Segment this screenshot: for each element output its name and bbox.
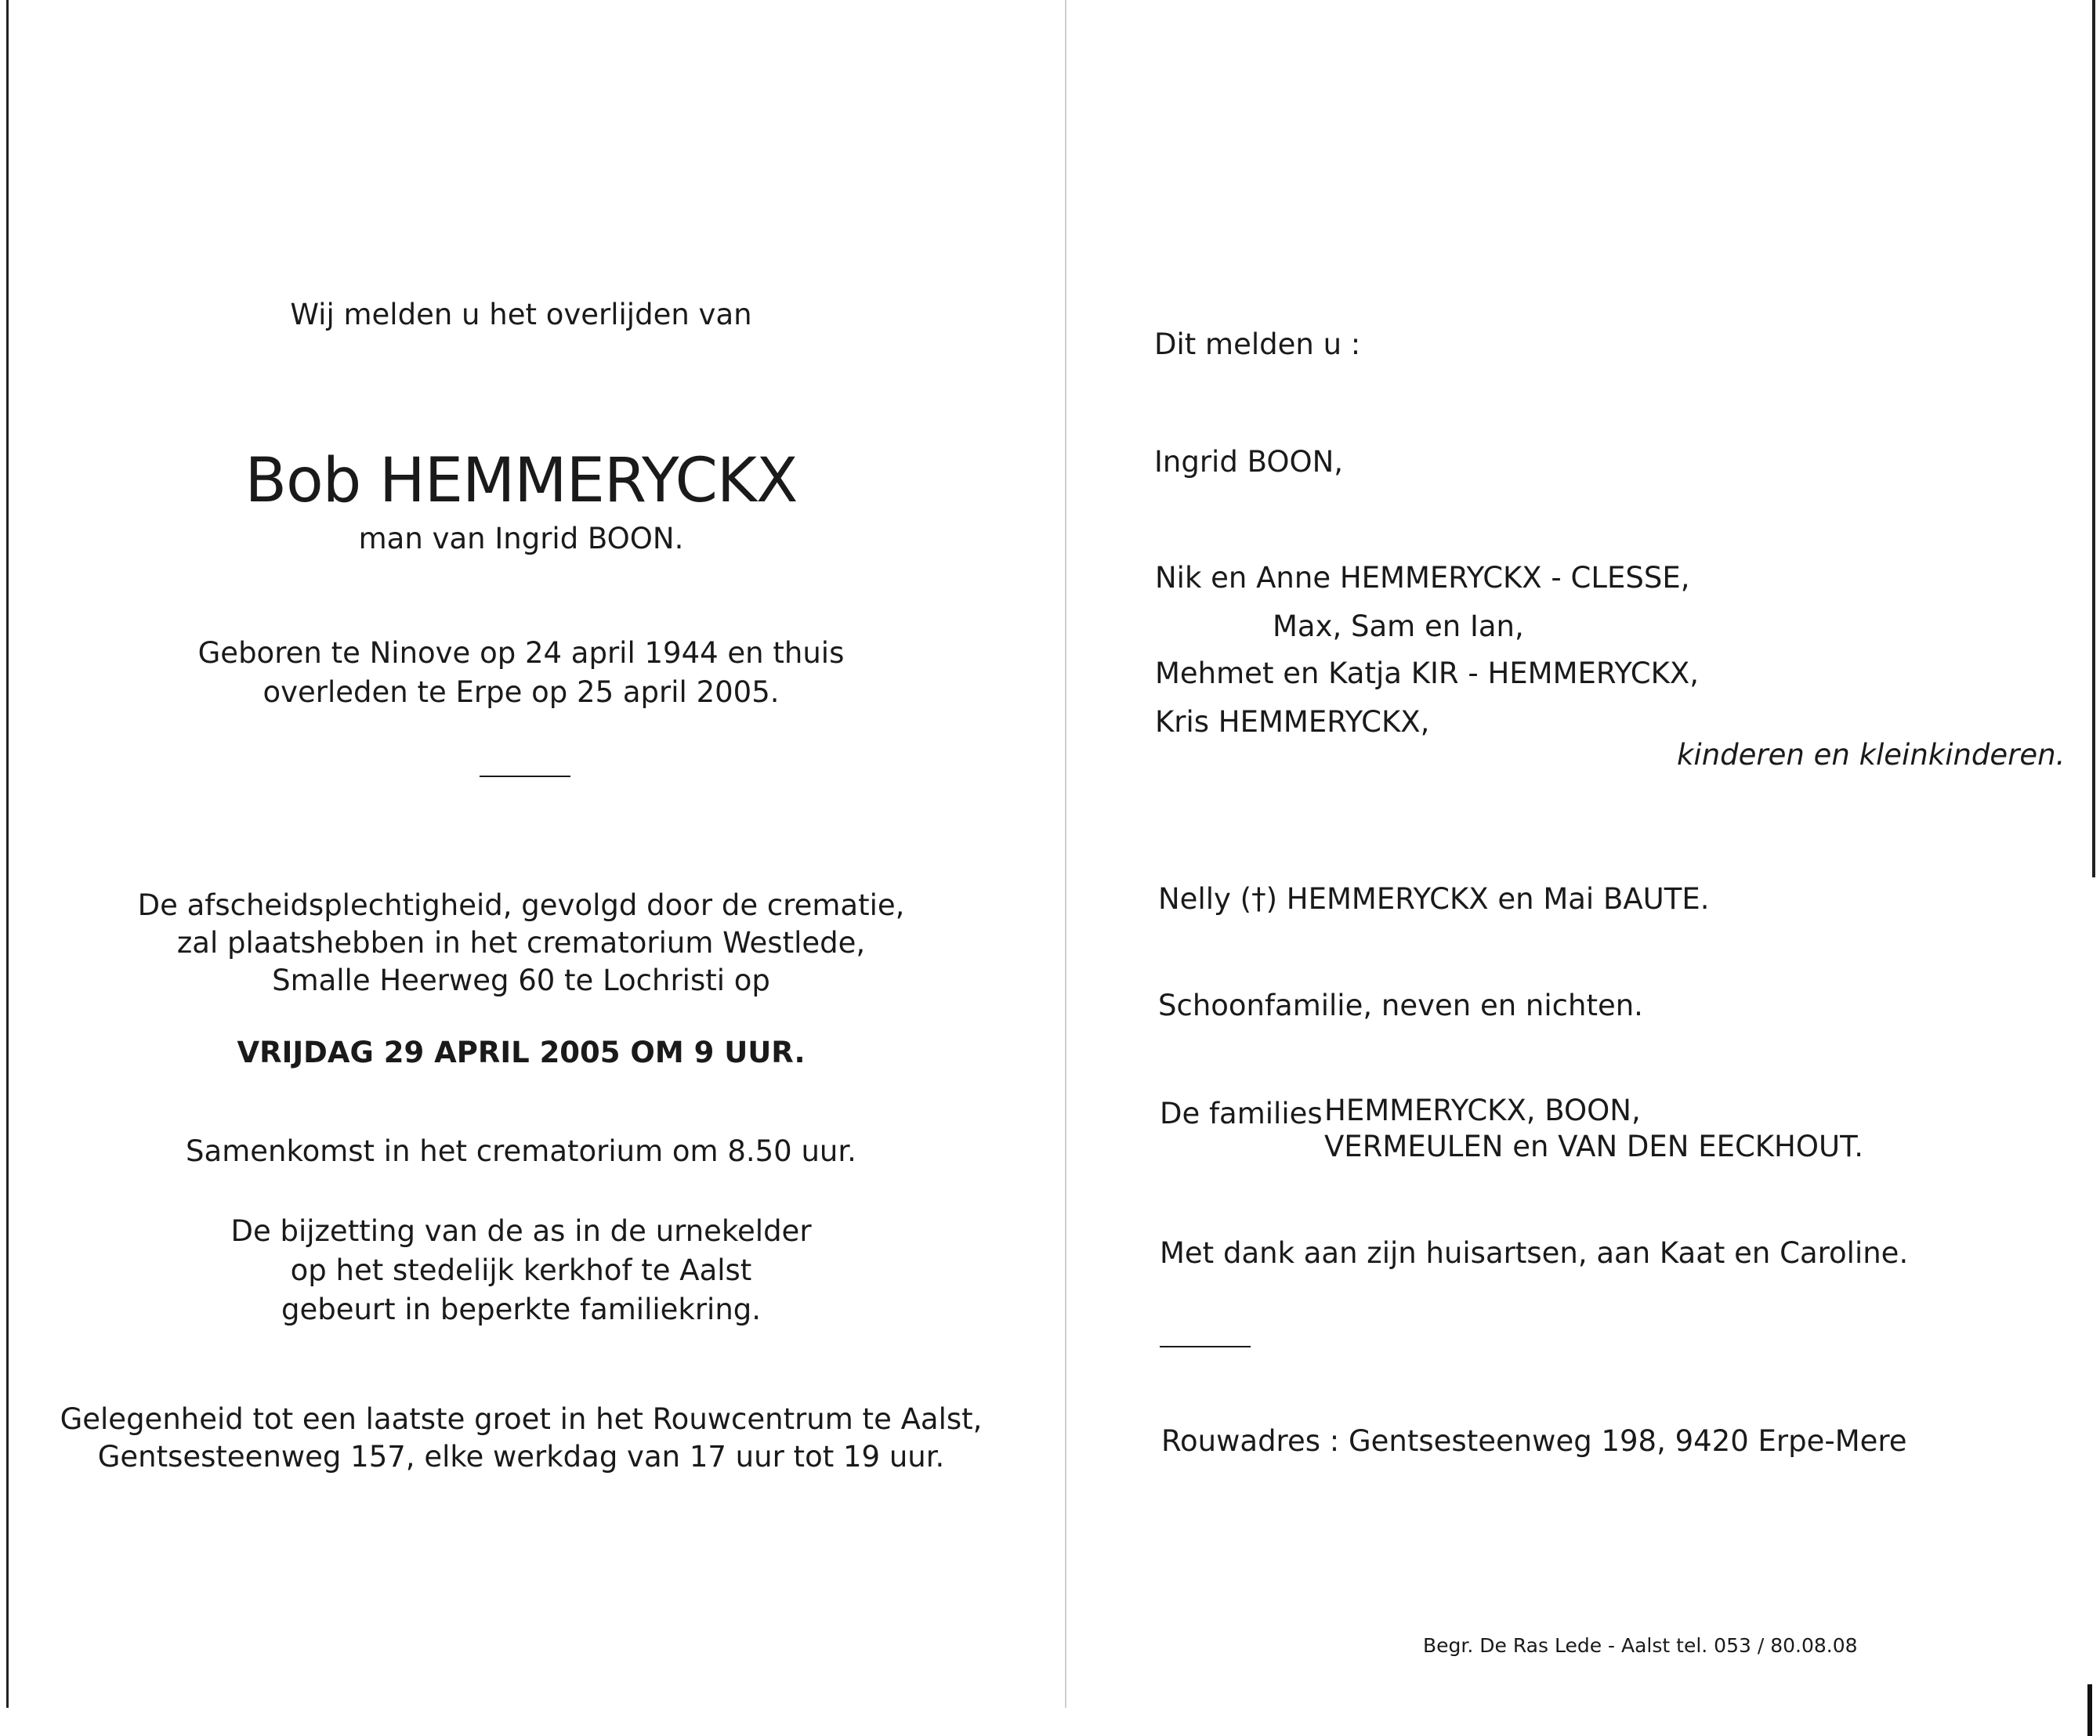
in-laws-line: Schoonfamilie, neven en nichten. [1158,989,1643,1022]
divider-right [1160,1346,1251,1347]
burial-line-3: gebeurt in beperkte familiekring. [281,1293,762,1326]
families-label: De families [1160,1097,1323,1130]
announce-line: Dit melden u : [1154,327,1361,361]
address-line: Rouwadres : Gentsesteenweg 198, 9420 Erpe-Mere [1161,1424,1907,1458]
ceremony-line-2: zal plaatshebben in het crematorium Westlede, [176,926,866,960]
sibling-line: Nelly (†) HEMMERYCKX en Mai BAUTE. [1158,882,1710,916]
spouse-line: man van Ingrid BOON. [358,522,684,555]
visit-line-1: Gelegenheid tot een laatste groet in het Rouwcentrum te Aalst, [60,1402,983,1436]
thanks-line: Met dank aan zijn huisartsen, aan Kaat en Caroline. [1160,1236,1909,1270]
visit-line-2: Gentsesteenweg 157, elke werkdag van 17 uur tot 19 uur. [97,1440,945,1474]
card-right-edge-bottom [2087,1684,2092,1736]
ceremony-line-1: De afscheidsplechtigheid, gevolgd door de crematie, [137,888,905,922]
birth-line-1: Geboren te Ninove op 24 april 1944 en thuis [197,636,845,670]
family-line-2: Max, Sam en Ian, [1273,609,1524,643]
ceremony-date: VRIJDAG 29 APRIL 2005 OM 9 UUR. [237,1036,806,1069]
family-line-1: Nik en Anne HEMMERYCKX - CLESSE, [1155,561,1690,595]
intro-text: Wij melden u het overlijden van [290,298,752,331]
birth-line-2: overleden te Erpe op 25 april 2005. [262,675,780,709]
families-line-2: VERMEULEN en VAN DEN EECKHOUT. [1324,1130,1864,1163]
card-right-edge [2092,0,2095,877]
burial-line-2: op het stedelijk kerkhof te Aalst [290,1253,752,1287]
burial-line-1: De bijzetting van de as in de urnekelder [230,1214,812,1248]
ceremony-line-3: Smalle Heerweg 60 te Lochristi op [272,964,770,997]
families-line-1: HEMMERYCKX, BOON, [1324,1094,1641,1127]
family-role: kinderen en kleinkinderen. [1677,738,2066,772]
card-fold-line [1065,0,1066,1708]
family-line-3: Mehmet en Katja KIR - HEMMERYCKX, [1155,656,1700,690]
undertaker-line: Begr. De Ras Lede - Aalst tel. 053 / 80.08.08 [1423,1634,1858,1657]
deceased-name: Bob HEMMERYCKX [244,446,798,516]
gathering-line: Samenkomst in het crematorium om 8.50 uur. [186,1134,856,1168]
widow-line: Ingrid BOON, [1154,445,1344,479]
family-line-4: Kris HEMMERYCKX, [1155,705,1430,739]
divider-left [480,776,570,777]
